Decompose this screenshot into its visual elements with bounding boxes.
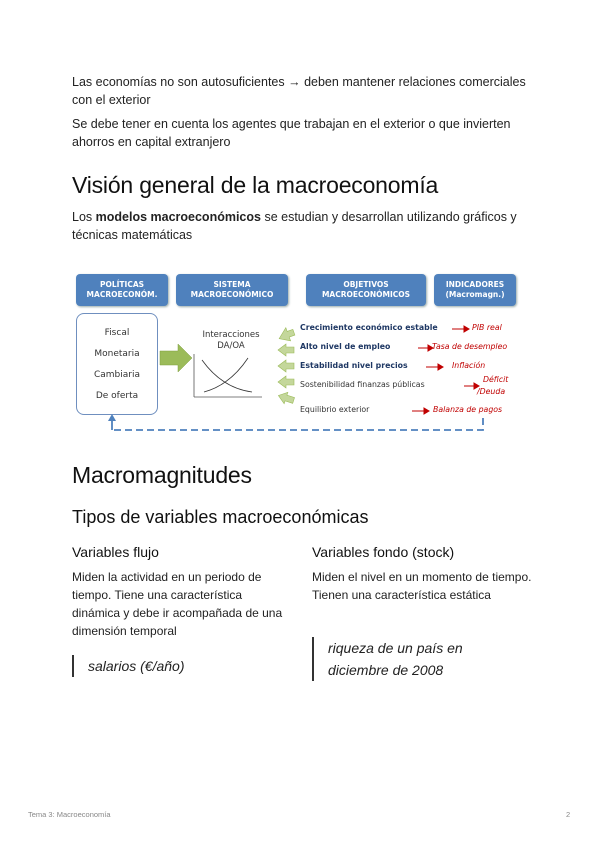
vision-text-bold: modelos macroeconómicos [95,210,261,224]
vision-paragraph [72,208,532,244]
policy-item: Cambiaria [93,370,140,380]
vision-heading: Visión general de la macroeconomía [72,172,439,198]
objective-item: Estabilidad nivel precios [300,361,408,370]
header-indicadores-line1: INDICADORES [445,280,505,289]
interacciones-line1: Interacciones [202,330,260,340]
indicator-item: Tasa de desempleo [432,342,508,351]
fondo-text: Miden el nivel en un momento de tiempo. Tienen una característica estática [312,570,532,602]
indicator-item: Inflación [452,361,486,370]
vision-text-after: se estudian y desarrollan utilizando gráficos y técnicas matemáticas [72,210,517,242]
intro-paragraph-1: Las economías no son autosuficientes → deben mantener relaciones comerciales con el exterior [72,75,526,107]
variables-subheading: Tipos de variables macroeconómicas [72,507,369,527]
header-politicas-line1: POLÍTICAS [99,280,145,289]
macromagnitudes-heading: Macromagnitudes [72,462,252,488]
footer-page-number: 2 [566,810,571,819]
objective-arrows [276,326,296,407]
indicator-item: /Deuda [477,387,506,396]
header-objetivos-line2: MACROECONÓMICOS [321,290,411,299]
vision-text-before: Los [72,210,96,224]
feedback-loop-arrow [108,414,483,430]
policy-item: Monetaria [94,349,140,359]
green-arrow-icon [160,344,192,372]
header-objetivos-line1: OBJETIVOS [343,280,389,289]
indicator-item: Déficit [483,375,509,384]
interacciones-line2: DA/OA [217,341,245,351]
flujo-example: salarios (€/año) [72,655,288,677]
objective-item: Equilibrio exterior [300,405,370,414]
policy-item: De oferta [95,391,139,401]
header-sistema-line1: SISTEMA [213,280,251,289]
macro-diagram [72,270,530,435]
fondo-example: riqueza de un país en diciembre de 2008 [312,637,518,681]
intro-paragraph-2: Se debe tener en cuenta los agentes que trabajan en el exterior o que invierten ahorros en capital extranjero [72,117,511,149]
header-indicadores-line2: (Macromagn.) [445,290,505,299]
indicator-item: Balanza de pagos [433,405,503,414]
header-sistema-line2: MACROECONÓMICO [190,290,274,299]
ad-as-graph-icon [194,354,262,397]
objective-item: Crecimiento económico estable [300,323,438,332]
indicator-item: PIB real [472,323,502,332]
header-politicas-line2: MACROECONÓM. [86,290,158,299]
policy-item: Fiscal [104,328,130,338]
fondo-heading: Variables fondo (stock) [312,544,455,560]
objective-item: Alto nivel de empleo [300,342,391,351]
objective-item: Sostenibilidad finanzas públicas [300,380,425,389]
flujo-heading: Variables flujo [72,544,159,560]
flujo-text: Miden la actividad en un periodo de tiempo. Tiene una característica dinámica y debe ir acompañada de una dimensión temporal [72,570,283,638]
footer-title: Tema 3: Macroeconomía [28,810,111,819]
indicator-arrows [412,326,479,414]
